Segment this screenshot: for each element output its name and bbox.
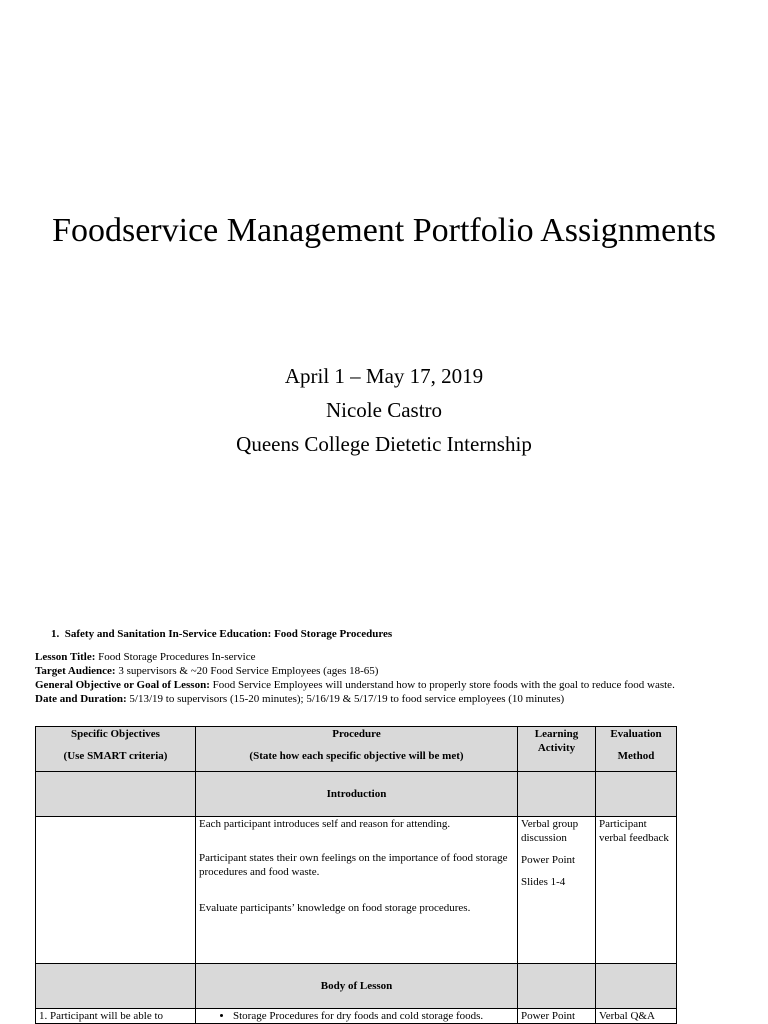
list-item: • Storage Procedures for dry foods and cold storage foods.: [233, 1009, 514, 1023]
introduction-empty-cell: [36, 772, 196, 817]
body-evaluation-cell: Verbal Q&A: [596, 1009, 677, 1024]
header-procedure-note: (State how each specific objective will be met): [249, 750, 464, 762]
intro-activity-3: Slides 1-4: [521, 876, 566, 888]
intro-evaluation-cell: Participant verbal feedback: [596, 817, 677, 964]
header-evaluation-method: [596, 727, 677, 772]
intro-procedure-2: Participant states their own feelings on the importance of food storage procedures and food waste.: [199, 852, 508, 878]
lesson-title-value: Food Storage Procedures In-service: [98, 651, 256, 663]
body-activity-cell: Power Point: [518, 1009, 596, 1024]
goal-value: Food Service Employees will understand how to properly store foods with the goal to reduce food waste.: [212, 679, 675, 691]
table-row: [36, 1009, 677, 1024]
body-objective-cell: 1. Participant will be able to: [36, 1009, 196, 1024]
header-objectives-title: Specific Objectives: [71, 728, 160, 740]
goal-line: [35, 678, 675, 692]
intro-activity-1: Verbal group discussion: [521, 818, 579, 844]
intro-activity-2: Power Point: [521, 854, 576, 866]
body-section-row: [36, 964, 677, 1009]
introduction-section-row: [36, 772, 677, 817]
header-learning-activity: [518, 727, 596, 772]
introduction-empty-cell-2: [518, 772, 596, 817]
date-duration-value: 5/13/19 to supervisors (15-20 minutes); 5/16/19 & 5/17/19 to food service employees (10 minutes): [129, 693, 565, 705]
introduction-empty-cell-3: [596, 772, 677, 817]
date-range: April 1 – May 17, 2019: [284, 364, 484, 388]
intro-procedure-cell: [196, 817, 518, 964]
header-activity-line1: Learning: [534, 728, 579, 740]
introduction-label: Introduction: [196, 772, 518, 817]
body-of-lesson-label: Body of Lesson: [196, 964, 518, 1009]
body-empty-cell: [36, 964, 196, 1009]
header-objectives: [36, 727, 196, 772]
header-evaluation-line1: Evaluation: [610, 728, 662, 740]
date-duration-label: Date and Duration:: [35, 693, 127, 705]
body-empty-cell-2: [518, 964, 596, 1009]
header-evaluation-line2: Method: [617, 750, 655, 762]
target-audience-line: [35, 664, 675, 678]
header-activity-line2: Activity: [537, 742, 576, 754]
header-procedure: [196, 727, 518, 772]
lesson-title-line: [35, 650, 675, 664]
procedure-bullet-list: [199, 1009, 514, 1023]
lesson-title-label: Lesson Title:: [35, 651, 96, 663]
intro-procedure-3: Evaluate participants’ knowledge on food storage procedures.: [199, 902, 471, 914]
intro-procedure-1: Each participant introduces self and reason for attending.: [199, 818, 451, 830]
table-row: [36, 817, 677, 964]
table-header-row: [36, 727, 677, 772]
target-audience-label: Target Audience:: [35, 665, 116, 677]
intro-objective-cell: [36, 817, 196, 964]
lesson-details: [35, 650, 675, 706]
body-empty-cell-3: [596, 964, 677, 1009]
target-audience-value: 3 supervisors & ~20 Food Service Employees (ages 18-65): [118, 665, 379, 677]
document-title: Foodservice Management Portfolio Assignments: [52, 212, 716, 249]
section-heading: 1. Safety and Sanitation In-Service Education: Food Storage Procedures: [51, 628, 393, 640]
goal-label: General Objective or Goal of Lesson:: [35, 679, 210, 691]
body-procedure-cell: [196, 1009, 518, 1024]
header-objectives-note: (Use SMART criteria): [63, 750, 168, 762]
date-duration-line: [35, 692, 675, 706]
header-procedure-title: Procedure: [332, 728, 381, 740]
intro-activity-cell: [518, 817, 596, 964]
program-name: Queens College Dietetic Internship: [236, 432, 532, 456]
author-name: Nicole Castro: [325, 398, 443, 422]
lesson-plan-table: [35, 726, 677, 1024]
